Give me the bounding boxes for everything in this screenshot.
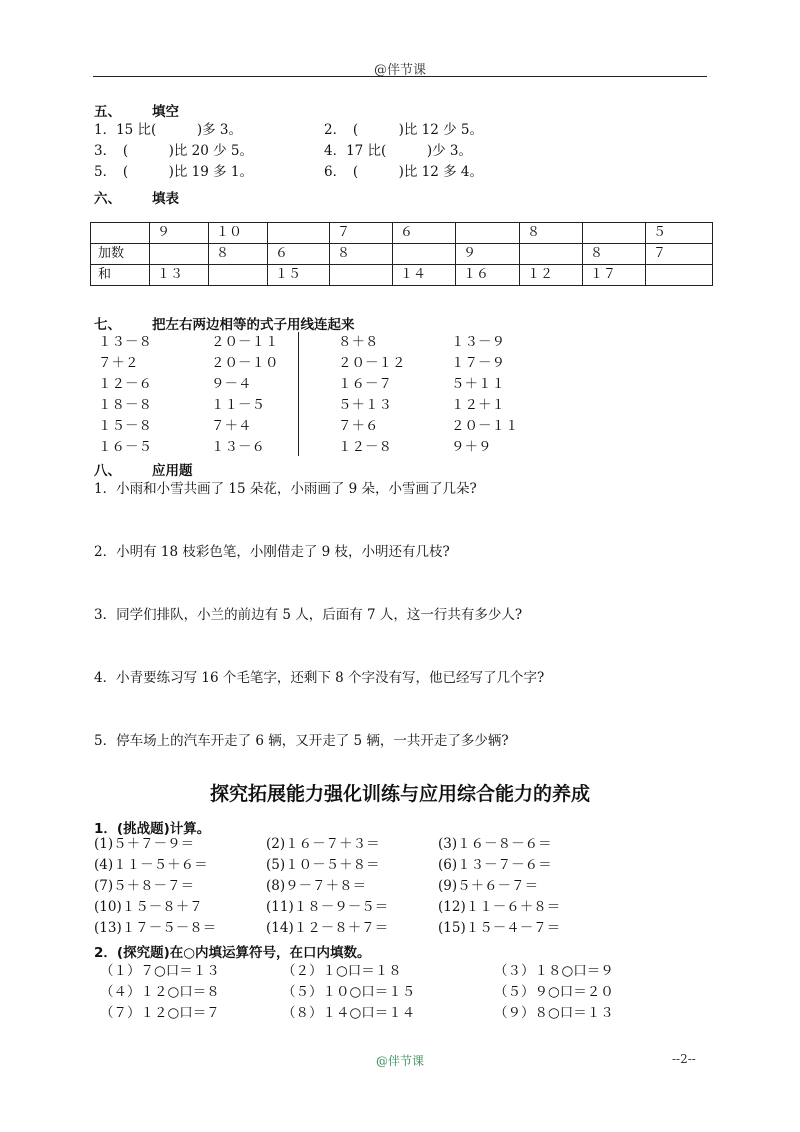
expression: ２０－１１: [451, 418, 519, 434]
table-cell: ６: [268, 244, 330, 265]
table-cell: [583, 223, 646, 244]
table-cell: １５: [268, 265, 330, 286]
word-problem: 4．小青要练习写 16 个毛笔字，还剩下 8 个字没有写，他已经写了几个字?: [94, 670, 545, 686]
section-8-number: 八、: [94, 463, 121, 479]
fill-blank-item: 5． ( )比 19 多 1。: [94, 164, 254, 180]
expression: ９＋９: [451, 439, 492, 455]
calc-item: (5)１０－５＋８＝: [266, 857, 380, 873]
expression: １７－９: [451, 355, 505, 371]
calc-item: (2)１６－７＋３＝: [266, 836, 380, 852]
table-cell: [91, 223, 150, 244]
section-7-number: 七、: [94, 317, 121, 333]
calc-item: (8)９－７＋８＝: [266, 878, 367, 894]
expression: ５＋１１: [451, 376, 505, 392]
calc-item: (3)１６－８－６＝: [438, 836, 552, 852]
expression: １２－８: [338, 439, 392, 455]
expression: ９－４: [211, 376, 252, 392]
fill-blank-item: 4．17 比( )少 3。: [324, 143, 472, 159]
expression: １３－８: [98, 334, 152, 350]
table-cell: [268, 223, 330, 244]
expression: ２０－１２: [338, 355, 406, 371]
word-problem: 1．小雨和小雪共画了 15 朵花，小雨画了 9 朵，小雪画了几朵?: [94, 481, 477, 497]
expression: １８－８: [98, 397, 152, 413]
table-cell: [393, 244, 456, 265]
calc-item: (14)１２－８＋７＝: [266, 920, 389, 936]
expression: １６－５: [98, 439, 152, 455]
table-cell: ７: [330, 223, 393, 244]
explore-heading: 2．(探究题)在○内填运算符号，在口内填数。: [94, 945, 371, 961]
calc-item: (13)１７－５－８＝: [94, 920, 217, 936]
expression: ７＋２: [98, 355, 139, 371]
ops-column-1: [100, 961, 220, 1024]
match-divider: [298, 332, 299, 456]
expression: １３－９: [451, 334, 505, 350]
page-header-brand: @伴节课: [373, 63, 426, 78]
section-6-title: 填表: [152, 191, 179, 207]
calc-item: (15)１５－４－７＝: [438, 920, 561, 936]
expression: １２＋１: [451, 397, 505, 413]
calc-item: (11)１８－９－５＝: [266, 899, 389, 915]
table-cell: [520, 244, 583, 265]
ops-item: （８）１４○口＝１４: [282, 1005, 416, 1021]
section-5-number: 五、: [94, 104, 121, 120]
ops-item: （２）１○口＝１８: [282, 963, 402, 979]
expression: １１－５: [211, 397, 265, 413]
fill-blank-item: 1．15 比( )多 3。: [94, 122, 242, 138]
section-6-number: 六、: [94, 191, 121, 207]
expression: １２－６: [98, 376, 152, 392]
section-5-title: 填空: [152, 104, 179, 120]
table-row: [91, 265, 713, 286]
table-cell: １６: [456, 265, 520, 286]
table-cell: [456, 223, 520, 244]
ops-item: （７）１２○口＝７: [100, 1005, 220, 1021]
page-number: --2--: [672, 1052, 696, 1066]
calc-item: (6)１３－７－６＝: [438, 857, 552, 873]
ops-item: （３）１８○口＝９: [494, 963, 614, 979]
ops-item: （９）８○口＝１３: [494, 1005, 614, 1021]
calc-column-3: [438, 834, 560, 939]
ops-item: （５）１０○口＝１５: [282, 984, 416, 1000]
fill-blank-item: 3． ( )比 20 少 5。: [94, 143, 254, 159]
table-cell: ８: [330, 244, 393, 265]
table-cell: [646, 265, 713, 286]
calc-item: (1)５＋７－９＝: [94, 836, 195, 852]
ops-item: （５）９○口＝２０: [494, 984, 614, 1000]
expression: ７＋６: [338, 418, 379, 434]
ops-item: （１）７○口＝１３: [100, 963, 220, 979]
table-cell: ８: [520, 223, 583, 244]
fill-blank-item: 6． ( )比 12 多 4。: [324, 164, 484, 180]
page-footer-brand: @伴节课: [375, 1054, 424, 1068]
table-cell: ９: [456, 244, 520, 265]
calc-column-1: [94, 834, 216, 939]
match-column-4: [451, 332, 519, 458]
table-cell: １４: [393, 265, 456, 286]
table-cell: １２: [520, 265, 583, 286]
calc-item: (4)１１－５＋６＝: [94, 857, 208, 873]
calc-item: (12)１１－６＋８＝: [438, 899, 561, 915]
table-cell: [330, 265, 393, 286]
section-8-title: 应用题: [152, 463, 193, 479]
match-column-2: [211, 332, 279, 458]
table-cell: ８: [209, 244, 268, 265]
calc-item: (9)５＋６－７＝: [438, 878, 539, 894]
calc-column-2: [266, 834, 388, 939]
expression: １３－６: [211, 439, 265, 455]
expression: １５－８: [98, 418, 152, 434]
expression: ５＋１３: [338, 397, 392, 413]
table-cell: ６: [393, 223, 456, 244]
section-7-title: 把左右两边相等的式子用线连起来: [152, 317, 355, 333]
ops-column-3: [494, 961, 614, 1024]
table-cell: ９: [150, 223, 209, 244]
header-divider: [93, 76, 707, 77]
table-cell: ５: [646, 223, 713, 244]
addition-table: [90, 222, 713, 286]
calc-item: (7)５＋８－７＝: [94, 878, 195, 894]
challenge-heading: 1．(挑战题)计算。: [94, 821, 211, 837]
fill-blank-item: 2． ( )比 12 少 5。: [324, 122, 484, 138]
table-cell: １３: [150, 265, 209, 286]
table-cell: ８: [583, 244, 646, 265]
expression: ２０－１１: [211, 334, 279, 350]
match-column-3: [338, 332, 406, 458]
calc-item: (10)１５－８＋７: [94, 899, 203, 915]
extension-title: 探究拓展能力强化训练与应用综合能力的养成: [209, 783, 590, 805]
table-cell: [150, 244, 209, 265]
table-cell: [209, 265, 268, 286]
ops-item: （４）１２○口＝８: [100, 984, 220, 1000]
table-row: [91, 223, 713, 244]
table-cell: 加数: [91, 244, 150, 265]
word-problem: 3．同学们排队，小兰的前边有 5 人，后面有 7 人，这一行共有多少人?: [94, 607, 523, 623]
table-cell: 和: [91, 265, 150, 286]
table-row: [91, 244, 713, 265]
word-problem: 5．停车场上的汽车开走了 6 辆，又开走了 5 辆，一共开走了多少辆?: [94, 733, 509, 749]
expression: ７＋４: [211, 418, 252, 434]
table-cell: ７: [646, 244, 713, 265]
expression: ８＋８: [338, 334, 379, 350]
expression: ２０－１０: [211, 355, 279, 371]
word-problem: 2．小明有 18 枝彩色笔，小刚借走了 9 枝，小明还有几枝?: [94, 544, 450, 560]
match-column-1: [98, 332, 152, 458]
table-cell: １０: [209, 223, 268, 244]
table-cell: １７: [583, 265, 646, 286]
ops-column-2: [282, 961, 415, 1024]
expression: １６－７: [338, 376, 392, 392]
